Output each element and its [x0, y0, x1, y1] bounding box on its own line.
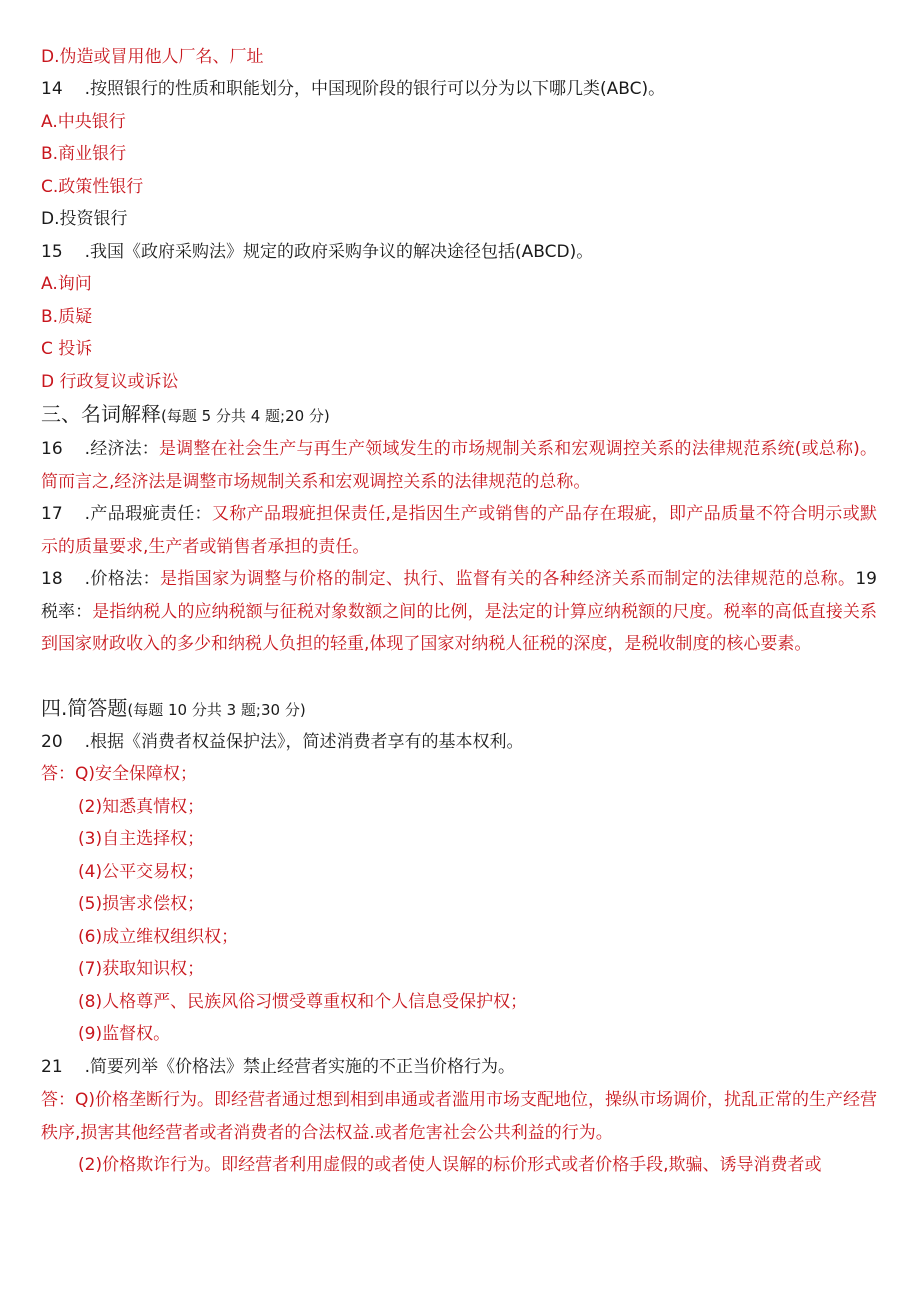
q20-answer-9: (9)监督权。: [78, 1024, 171, 1044]
section-3-note: (每题 5 分共 4 题;20 分): [161, 407, 330, 425]
q15-option-b: B.质疑: [41, 307, 93, 327]
q14-stem-text: .按照银行的性质和职能划分，中国现阶段的银行可以分为以下哪几类(ABC)。: [84, 79, 666, 99]
section-3-title: 三、名词解释: [41, 402, 161, 426]
q14-option-d: D.投资银行: [41, 209, 128, 229]
q18-entry: [41, 563, 877, 661]
q13-option-d: D.伪造或冒用他人厂名、厂址: [41, 47, 264, 67]
q14-option-a: A.中央银行: [41, 112, 126, 132]
q20-answer-7: (7)获取知识权；: [78, 959, 205, 979]
q21-answer-1: 答：Q)价格垄断行为。即经营者通过想到相到串通或者滥用市场支配地位，操纵市场调价，扰乱正常的生产经营秩序,损害其他经营者或者消费者的合法权益.或者危害社会公共利益的行为。: [41, 1090, 878, 1143]
q14-number: 14: [41, 79, 63, 99]
q20-number: 20: [41, 732, 63, 752]
q20-answer-6: (6)成立维权组织权；: [78, 927, 239, 947]
q20-answer-1: 答：Q)安全保障权；: [41, 764, 198, 784]
q19-term: 19 税率：: [41, 569, 877, 622]
q21-answer-2: (2)价格欺诈行为。即经营者利用虚假的或者使人误解的标价形式或者价格手段,欺骗、诱导消费者或: [78, 1155, 822, 1175]
q16-definition: 是调整在社会生产与再生产领域发生的市场规制关系和宏观调控关系的法律规范系统(或总称)。简而言之,经济法是调整市场规制关系和宏观调控关系的法律规范的总称。: [41, 439, 877, 492]
q16-number: 16: [41, 439, 63, 459]
q17-definition: 又称产品瑕疵担保责任,是指因生产或销售的产品存在瑕疵，即产品质量不符合明示或默示的质量要求,生产者或销售者承担的责任。: [41, 504, 877, 557]
q17-number: 17: [41, 504, 63, 524]
q19-definition: 是指纳税人的应纳税额与征税对象数额之间的比例，是法定的计算应纳税额的尺度。税率的高低直接关系到国家财政收入的多少和纳税人负担的轻重,体现了国家对纳税人征税的深度，是税收制度的核心要素。: [41, 601, 877, 654]
q16-entry: [41, 433, 877, 498]
section-4-heading: [41, 692, 881, 726]
q15-number: 15: [41, 242, 63, 262]
section-4-note: (每题 10 分共 3 题;30 分): [127, 701, 306, 719]
q15-option-d: D 行政复议或诉讼: [41, 372, 179, 392]
q20-answer-8: (8)人格尊严、民族风俗习惯受尊重权和个人信息受保护权；: [78, 992, 528, 1012]
q17-term: .产品瑕疵责任：: [84, 504, 212, 524]
q14-stem: [41, 73, 881, 105]
q18-term: .价格法：: [84, 569, 160, 589]
q18-number: 18: [41, 569, 63, 589]
q20-stem: [41, 726, 881, 758]
q18-definition: 是指国家为调整与价格的制定、执行、监督有关的各种经济关系而制定的法律规范的总称。: [159, 569, 856, 589]
q17-entry: [41, 498, 877, 563]
q20-stem-text: .根据《消费者权益保护法》，简述消费者享有的基本权利。: [84, 732, 524, 752]
section-3-heading: [41, 398, 881, 432]
q14-option-c: C.政策性银行: [41, 177, 144, 197]
q14-option-b: B.商业银行: [41, 144, 127, 164]
q21-number: 21: [41, 1057, 63, 1077]
q21-stem-text: .简要列举《价格法》禁止经营者实施的不正当价格行为。: [84, 1057, 516, 1077]
q15-option-c: C 投诉: [41, 339, 93, 359]
q20-answer-4: (4)公平交易权；: [78, 862, 205, 882]
q15-stem: [41, 236, 881, 268]
q15-option-a: A.询问: [41, 274, 92, 294]
q20-answer-3: (3)自主选择权；: [78, 829, 205, 849]
section-4-title: 四.简答题: [41, 696, 128, 720]
q20-answer-5: (5)损害求偿权；: [78, 894, 205, 914]
q21-stem: [41, 1051, 881, 1083]
q16-term: .经济法：: [84, 439, 159, 459]
q20-answer-2: (2)知悉真情权；: [78, 797, 205, 817]
q15-stem-text: .我国《政府采购法》规定的政府采购争议的解决途径包括(ABCD)。: [84, 242, 594, 262]
